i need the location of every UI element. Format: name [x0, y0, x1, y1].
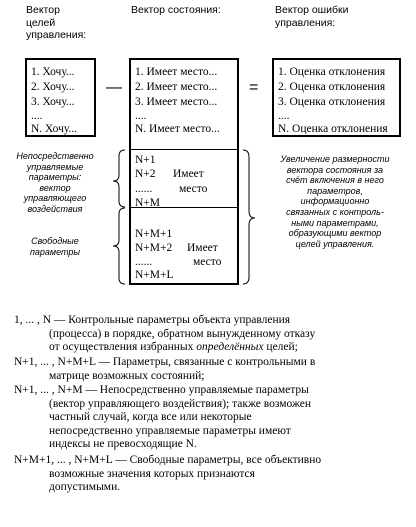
- state-mid-item: N+M: [135, 197, 161, 209]
- note-line: счёт включения в него: [286, 175, 384, 186]
- note-direct-parameters: [2, 151, 108, 215]
- state-item: 2. Имеет место...: [135, 81, 218, 93]
- legend-item-control-params: [14, 314, 315, 355]
- goal-item: 1. Хочу...: [31, 66, 75, 78]
- error-vector-header-line: Вектор ошибки: [275, 4, 349, 16]
- state-mid-label: Имеет: [173, 168, 204, 180]
- note-line: управляющего: [23, 193, 87, 204]
- note-free-parameters: [2, 236, 108, 257]
- legend-item-related-params: [14, 356, 315, 383]
- equals-operator: =: [249, 79, 259, 96]
- goal-item-ellipsis: ....: [31, 110, 43, 122]
- legend-head: N+1, ... , N+M — Непосредственно управляемые параметры: [14, 384, 309, 396]
- left-brace-free: [113, 208, 125, 284]
- note-line: информационно: [300, 196, 370, 207]
- note-line: Увеличение размерности: [280, 154, 390, 164]
- state-item: 3. Имеет место...: [135, 96, 218, 108]
- legend-cont: (вектор управляющего воздействия); также возможен: [49, 397, 312, 410]
- note-line: Свободные: [31, 236, 79, 246]
- state-vector-header: Вектор состояния:: [131, 4, 221, 16]
- state-low-item: N+M+1: [135, 228, 173, 240]
- state-low-item: N+M+L: [135, 269, 174, 281]
- legend-cont: возможные значения которых признаются: [49, 467, 255, 480]
- note-line: вектор: [39, 182, 71, 193]
- error-item-ellipsis: ....: [278, 110, 290, 122]
- legend-cont: частный случай, когда все или некоторые: [49, 411, 252, 424]
- note-line: образующими вектор: [288, 228, 382, 239]
- state-mid-item: N+1: [135, 154, 156, 166]
- legend-tail: целей;: [263, 341, 298, 354]
- note-line: связанных с контроль-: [286, 206, 384, 217]
- note-line: параметров,: [307, 185, 363, 196]
- state-item: 1. Имеет место...: [135, 66, 218, 78]
- note-line: вектора состояния за: [286, 164, 384, 175]
- legend-head: N+M+1, ... , N+M+L — Свободные параметры, все объективно: [14, 454, 322, 466]
- goal-item: 2. Хочу...: [31, 81, 75, 93]
- legend-item-free-params: [14, 454, 321, 495]
- left-brace-direct: [113, 150, 125, 207]
- state-mid-ellipsis: ......: [135, 183, 153, 195]
- legend-head: N+1, ... , N+M+L — Параметры, связанные с контрольными в: [14, 356, 316, 368]
- note-line: воздействия: [27, 203, 83, 214]
- state-item: N. Имеет место...: [135, 123, 220, 135]
- legend-cont: индексы не превосходящие N.: [49, 438, 197, 451]
- legend-cont: матрице возможных состояний;: [49, 369, 205, 382]
- error-item: N. Оценка отклонения: [278, 123, 388, 135]
- minus-operator: —: [106, 79, 122, 96]
- note-line: целей управления.: [295, 238, 375, 249]
- error-item: 2. Оценка отклонения: [278, 81, 386, 93]
- note-line: управляемые: [26, 161, 84, 172]
- legend-cont: (процесса) в порядке, обратном вынужденному отказу: [49, 327, 316, 340]
- note-line: параметры: [29, 246, 81, 257]
- legend-cont-with-italic: [14, 341, 315, 355]
- state-mid-label: место: [179, 183, 208, 195]
- legend-cont: непосредственно управляемые параметры имеют: [49, 424, 291, 437]
- state-low-label: место: [193, 256, 222, 268]
- note-line: Непосредственно: [16, 151, 94, 161]
- goal-vector-header-line: целей: [26, 16, 56, 29]
- state-mid-item: N+2: [135, 168, 156, 180]
- legend-italic: определённых: [196, 341, 264, 354]
- error-item: 1. Оценка отклонения: [278, 66, 386, 78]
- goal-item: 3. Хочу...: [31, 96, 75, 108]
- state-low-label: Имеет: [187, 242, 218, 254]
- note-line: параметры:: [28, 172, 82, 183]
- state-item-ellipsis: ....: [135, 110, 147, 122]
- error-item: 3. Оценка отклонения: [278, 96, 386, 108]
- goal-vector-header-line: управления:: [26, 29, 87, 41]
- state-low-item: N+M+2: [135, 242, 173, 254]
- note-line: ными параметрами,: [291, 217, 379, 228]
- goal-item: N. Хочу...: [31, 123, 78, 135]
- note-dimension-increase: [256, 154, 414, 249]
- legend-cont: от осуществления избранных: [49, 341, 197, 354]
- error-vector-header-line: управления:: [275, 16, 336, 29]
- legend-item-direct-params: [14, 384, 311, 452]
- goal-vector-header-line: Вектор: [26, 4, 60, 16]
- state-low-ellipsis: ......: [135, 256, 153, 268]
- legend-head: 1, ... , N — Контрольные параметры объекта управления: [14, 314, 291, 326]
- right-brace-increase: [243, 150, 255, 284]
- legend-cont: допустимыми.: [49, 481, 121, 494]
